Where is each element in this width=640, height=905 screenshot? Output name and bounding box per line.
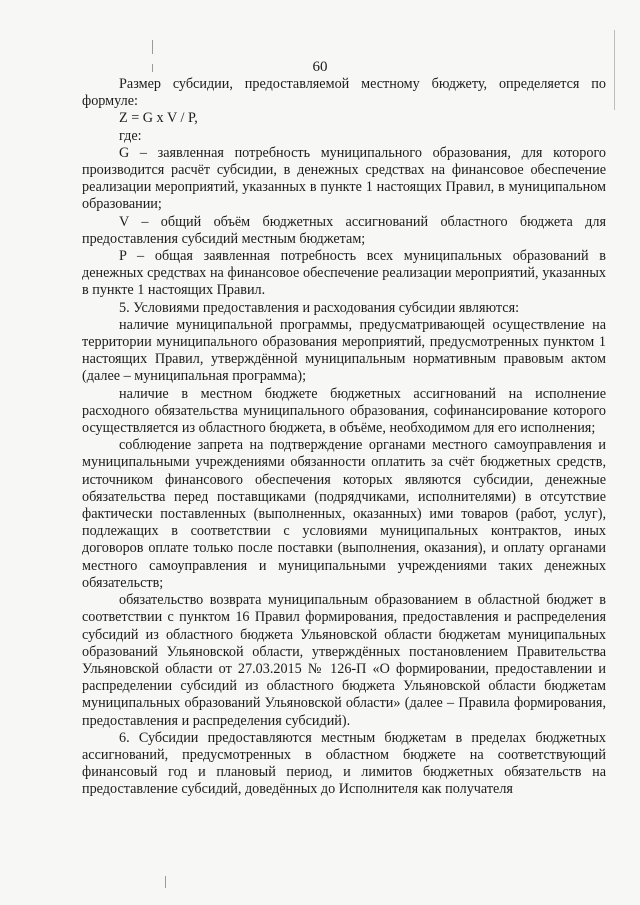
document-body <box>82 76 606 799</box>
paragraph-p-definition: P – общая заявленная потребность всех муниципальных образований в денежных средствах на финансовое обеспечение реализации мероприятий, указанных в пункте 1 настоящих Правил. <box>82 248 606 299</box>
paragraph-formula-intro: Размер субсидии, предоставляемой местному бюджету, определяется по формуле: <box>82 76 606 110</box>
scan-mark-bottom <box>165 876 166 888</box>
paragraph-g-definition: G – заявленная потребность муниципального образования, для которого производится расчёт субсидии, в денежных средствах на финансовое обеспечение реализации мероприятий, указанных в пункте 1 настоящих Правил, в муниципальном образовании; <box>82 144 606 213</box>
scan-mark-left <box>152 40 153 54</box>
paragraph-condition-prohibition: соблюдение запрета на подтверждение органами местного самоуправления и муниципальными учреждениями обязанности оплатить за счёт бюджетных средств, источником финансового обеспечения которых являются субсидии, денежные обязательства перед поставщиками (подрядчиками, исполнителями) в отсутствие фактически поставленных (выполненных, оказанных) ими товаров (работ, услуг), подлежащих в соответствии с условиями муниципальных контрактов, иных договоров оплате только после поставки (выполнения, оказания), и оплату органами местного самоуправления и муниципальными учреждениями таких денежных обязательств; <box>82 437 606 591</box>
paragraph-condition-return: обязательство возврата муниципальным образованием в областной бюджет в соответствии с пунктом 16 Правил формирования, предоставления и распределения субсидий из областного бюджета Ульяновской области бюджетам муниципальных образований Ульяновской области, утверждённых постановлением Правительства Ульяновской области от 27.03.2015 № 126-П «О формировании, предоставлении и распределении субсидий из областного бюджета Ульяновской области бюджетам муниципальных образований Ульяновской области» (далее – Правила формирования, предоставления и распределения субсидий). <box>82 592 606 729</box>
page-number: 60 <box>312 59 328 75</box>
paragraph-v-definition: V – общий объём бюджетных ассигнований областного бюджета для предоставления субсидий местным бюджетам; <box>82 213 606 247</box>
paragraph-condition-program: наличие муниципальной программы, предусматривающей осуществление на территории муниципального образования мероприятий, предусмотренных пунктом 1 настоящих Правил, утверждённой муниципальным нормативным правовым актом (далее – муниципальная программа); <box>82 316 606 385</box>
paragraph-section-5: 5. Условиями предоставления и расходования субсидии являются: <box>119 299 520 316</box>
formula-where: где: <box>119 127 142 144</box>
paragraph-condition-budget: наличие в местном бюджете бюджетных ассигнований на исполнение расходного обязательства муниципального образования, софинансирование которого осуществляется из областного бюджета, в объёме, необходимом для его исполнения; <box>82 385 606 437</box>
formula: Z = G x V / P, <box>119 110 198 127</box>
paragraph-section-6: 6. Субсидии предоставляются местным бюджетам в пределах бюджетных ассигнований, предусмотренных в областном бюджете на соответствующий финансовый год и плановый период, и лимитов бюджетных обязательств на предоставление субсидий, доведённых до Исполнителя как получателя <box>82 729 606 798</box>
